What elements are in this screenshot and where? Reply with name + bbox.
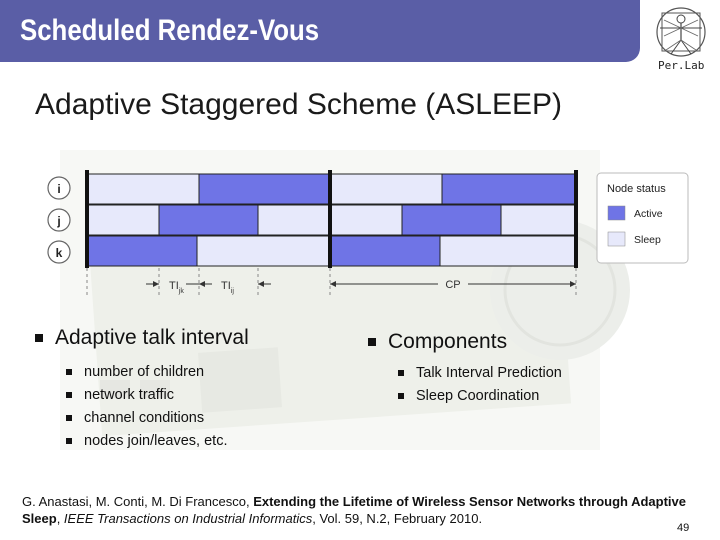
list-item: channel conditions [66,410,249,426]
svg-text:Node status: Node status [607,183,666,195]
bullet-square-icon [398,393,404,399]
active-slot-i-1 [199,174,329,204]
bullet-square-icon [66,369,72,375]
list-item: Sleep Coordination [398,388,562,404]
page-number: 49 [677,522,690,534]
bullet-square-icon [66,415,72,421]
components-list [368,330,562,404]
list-item: number of children [66,364,249,380]
active-slot-j-2 [402,205,501,235]
node-label-j [48,209,70,231]
svg-text:i: i [57,182,61,196]
bullet-heading: Adaptive talk interval [35,326,249,350]
bullet-square-icon [368,338,376,346]
citation: G. Anastasi, M. Conti, M. Di Francesco, Extending the Lifetime of Wireless Sensor Networks through Adaptive Sleep, IEEE Transactions on Industrial Informatics, Vol. 59, N.2, February 2010. [22,494,686,526]
node-label-k [48,241,70,263]
svg-text:Active: Active [634,208,663,220]
active-slot-i-2 [442,174,576,204]
svg-text:TIjk: $TI_{jk}$ [169,280,184,295]
slide-title: Scheduled Rendez-Vous [20,14,320,47]
active-slot-k-2 [331,236,440,266]
bullet-square-icon [66,438,72,444]
svg-text:Sleep: Sleep [634,234,661,246]
bullet-square-icon [66,392,72,398]
list-item: Talk Interval Prediction [398,365,562,381]
slide-subtitle: Adaptive Staggered Scheme (ASLEEP) [35,88,562,121]
ti-jk-interval [146,280,212,295]
legend-active-swatch [608,206,625,220]
svg-text:TIij: $TI_{ij}$ [221,280,234,295]
list-item: network traffic [66,387,249,403]
node-status-legend [597,173,688,263]
legend-sleep-swatch [608,232,625,246]
active-slot-k-1 [88,236,197,266]
staggered-schedule-diagram [0,165,720,300]
bullet-heading: Components [368,330,562,354]
title-bar [0,0,640,62]
bullet-square-icon [35,334,43,342]
svg-text:CP: CP [445,279,461,291]
svg-text:j: j [57,214,61,228]
bullet-square-icon [398,370,404,376]
list-item: nodes join/leaves, etc. [66,433,249,449]
cp-interval [330,279,576,291]
interval-guides [87,268,576,296]
node-label-i [48,177,70,199]
active-slot-j-1 [159,205,258,235]
logo-text: Per.Lab [658,59,705,72]
adaptive-talk-interval-list [35,326,249,449]
svg-text:k: k [55,246,63,260]
